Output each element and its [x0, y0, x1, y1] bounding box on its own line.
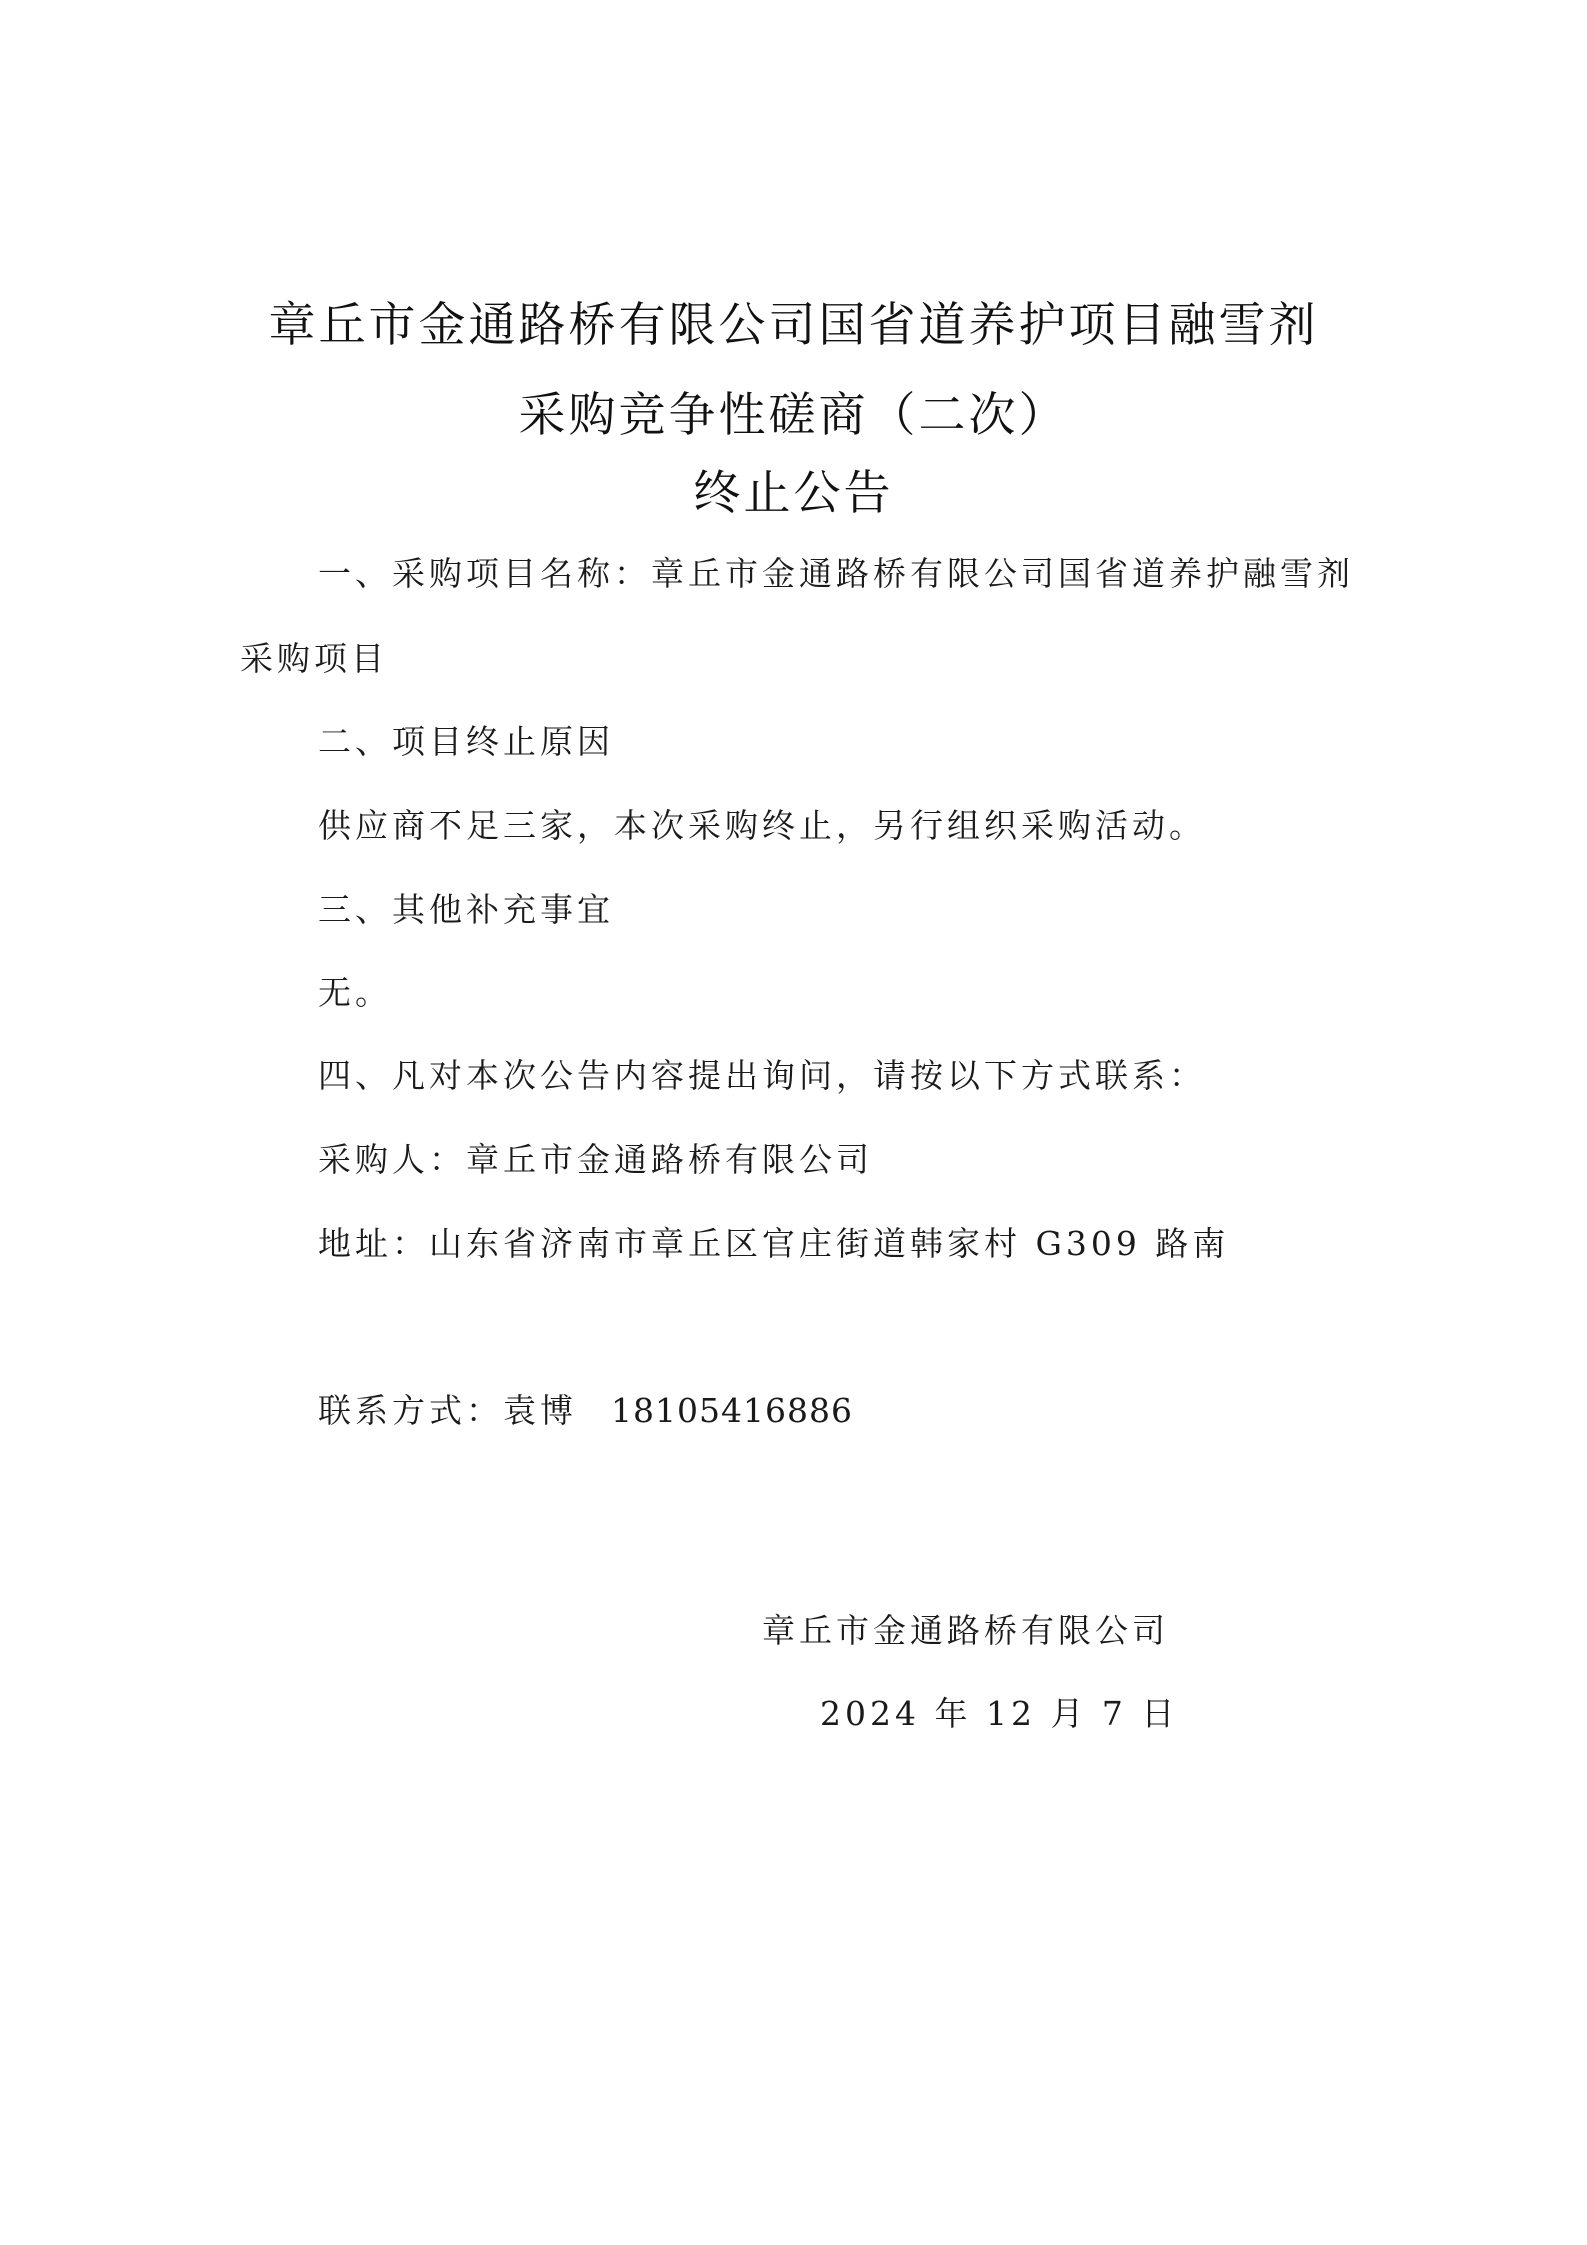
title-line-3: 终止公告	[693, 466, 894, 521]
title-line-1: 章丘市金通路桥有限公司国省道养护项目融雪剂	[268, 298, 1319, 353]
section-3-body: 无。	[318, 973, 392, 1012]
address-line: 地址：山东省济南市章丘区官庄街道韩家村 G309 路南	[318, 1224, 1230, 1263]
section-2-heading: 二、项目终止原因	[318, 722, 614, 761]
section-3-heading: 三、其他补充事宜	[318, 890, 614, 929]
purchaser-line: 采购人：章丘市金通路桥有限公司	[318, 1140, 873, 1179]
signature-company: 章丘市金通路桥有限公司	[762, 1611, 1169, 1650]
project-name-continuation: 采购项目	[240, 639, 388, 678]
signature-date: 2024 年 12 月 7 日	[820, 1694, 1179, 1733]
section-2-body: 供应商不足三家，本次采购终止，另行组织采购活动。	[318, 806, 1206, 845]
contact-phone: 18105416886	[611, 1391, 853, 1430]
project-name-line: 一、采购项目名称：章丘市金通路桥有限公司国省道养护融雪剂	[318, 554, 1354, 593]
title-line-2: 采购竞争性磋商（二次）	[518, 388, 1069, 443]
section-4-heading: 四、凡对本次公告内容提出询问，请按以下方式联系：	[318, 1056, 1206, 1095]
contact-label: 联系方式：袁博	[318, 1391, 577, 1430]
contact-line	[318, 1385, 853, 1432]
